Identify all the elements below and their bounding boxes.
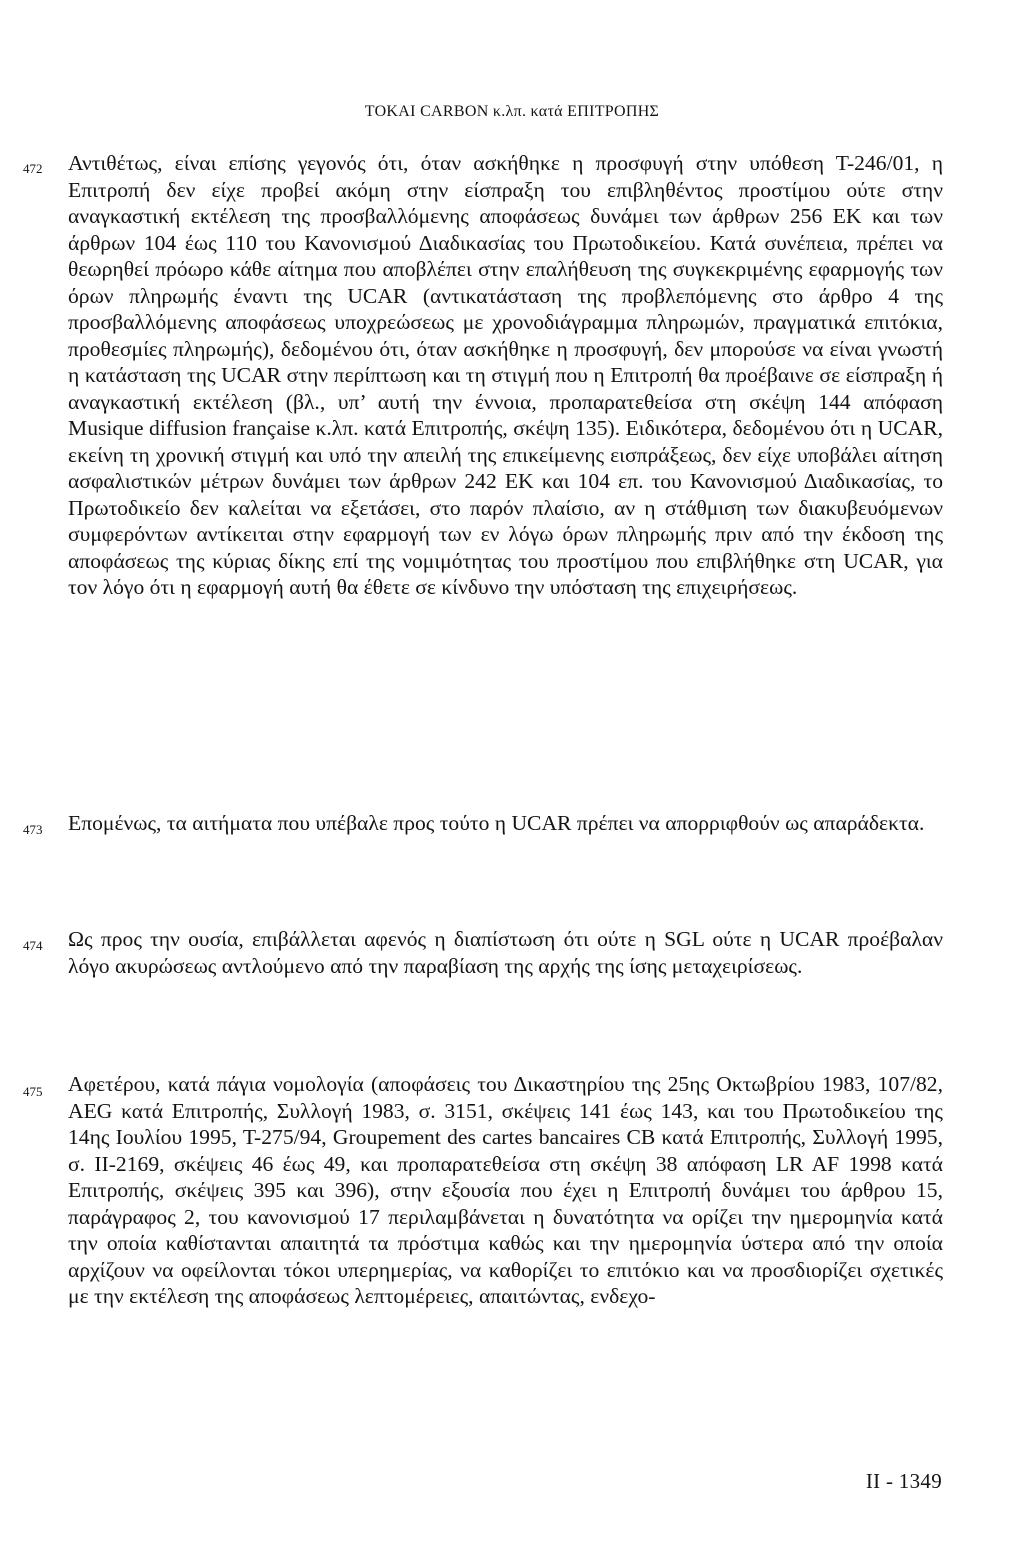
paragraph-text: Ως προς την ουσία, επιβάλλεται αφενός η διαπίστωση ότι ούτε η SGL ούτε η UCAR προέβαλαν λόγο ακυρώσεως αντλούμενο από την παραβίαση της αρχής της ίσης μεταχειρίσεως.	[68, 927, 943, 978]
paragraph-text: Αντιθέτως, είναι επίσης γεγονός ότι, όταν ασκήθηκε η προσφυγή στην υπόθεση Τ-246/01, η Επιτροπή δεν είχε προβεί ακόμη στην είσπραξη του επιβληθέντος προστίμου ούτε στην αναγκαστική εκτέλεση της προσβαλλόμενης αποφάσεως δυνάμει των άρθρων 256 ΕΚ και των άρθρων 104 έως 110 του Κανονισμού Διαδικασίας του Πρωτοδικείου. Κατά συνέπεια, πρέπει να θεωρηθεί πρόωρο κάθε αίτημα που αποβλέπει στην επαλήθευση της συγκεκριμένης εφαρμογής των όρων πληρωμής έναντι της UCAR (αντικατάσταση της προβλεπόμενης στο άρθρο 4 της προσβαλλόμενης αποφάσεως υποχρεώσεως με χρονοδιάγραμμα πληρωμών, πραγματικά επιτόκια, προθεσμίες πληρωμής), δεδομένου ότι, όταν ασκήθηκε η προσφυγή, δεν μπορούσε να είναι γνωστή η κατάσταση της UCAR στην περίπτωση και τη στιγμή που η Επιτροπή θα προέβαινε σε είσπραξη ή αναγκαστική εκτέλεση (βλ., υπ’ αυτή την έννοια, προπαρατεθείσα στη σκέψη 144 απόφαση Musique diffusion française κ.λπ. κατά Επιτροπής, σκέψη 135). Ειδικότερα, δεδομένου ότι η UCAR, εκείνη τη χρονική στιγμή και υπό την απειλή της επικείμενης εισπράξεως, δεν είχε υποβάλει αίτηση ασφαλιστικών μέτρων δυνάμει των άρθρων 242 ΕΚ και 104 επ. του Κανονισμού Διαδικασίας, το Πρωτοδικείο δεν καλείται να εξετάσει, στο παρόν πλαίσιο, αν η στάθμιση των διακυβευόμενων συμφερόντων αντίκειται στην εφαρμογή των εν λόγω όρων πληρωμής πριν από την έκδοση της αποφάσεως της κύριας δίκης επί της νομιμότητας του προστίμου που επιβλήθηκε στη UCAR, για τον λόγο ότι η εφαρμογή αυτή θα έθετε σε κίνδυνο την υπόσταση της επιχειρήσεως.	[68, 151, 943, 599]
running-header: TOKAI CARBON κ.λπ. κατά ΕΠΙΤΡΟΠΗΣ	[364, 103, 660, 120]
paragraph-number: 474	[23, 938, 43, 953]
paragraph-number: 475	[23, 1084, 43, 1099]
paragraph-text: Επομένως, τα αιτήματα που υπέβαλε προς τούτο η UCAR πρέπει να απορριφθούν ως απαράδεκτα.	[68, 811, 925, 835]
paragraph-number: 472	[23, 161, 43, 176]
page-number: II - 1349	[865, 1469, 942, 1493]
paragraph-number: 473	[23, 822, 43, 837]
paragraph-text: Αφετέρου, κατά πάγια νομολογία (αποφάσεις του Δικαστηρίου της 25ης Οκτωβρίου 1983, 107/82, AEG κατά Επιτροπής, Συλλογή 1983, σ. 3151, σκέψεις 141 έως 143, και του Πρωτοδικείου της 14ης Ιουλίου 1995, Τ-275/94, Groupement des cartes bancaires CB κατά Επιτροπής, Συλλογή 1995, σ. II-2169, σκέψεις 46 έως 49, και προπαρατεθείσα στη σκέψη 38 απόφαση LR AF 1998 κατά Επιτροπής, σκέψεις 395 και 396), στην εξουσία που έχει η Επιτροπή δυνάμει του άρθρου 15, παράγραφος 2, του κανονισμού 17 περιλαμβάνεται η δυνατότητα να ορίζει την ημερομηνία κατά την οποία καθίστανται απαιτητά τα πρόστιμα καθώς και την ημερομηνία ύστερα από την οποία αρχίζουν να οφείλονται τόκοι υπερημερίας, να καθορίζει το επιτόκιο και να προσδιορίζει σχετικές με την εκτέλεση της αποφάσεως λεπτομέρειες, απαιτώντας, ενδεχο-	[68, 1072, 943, 1308]
